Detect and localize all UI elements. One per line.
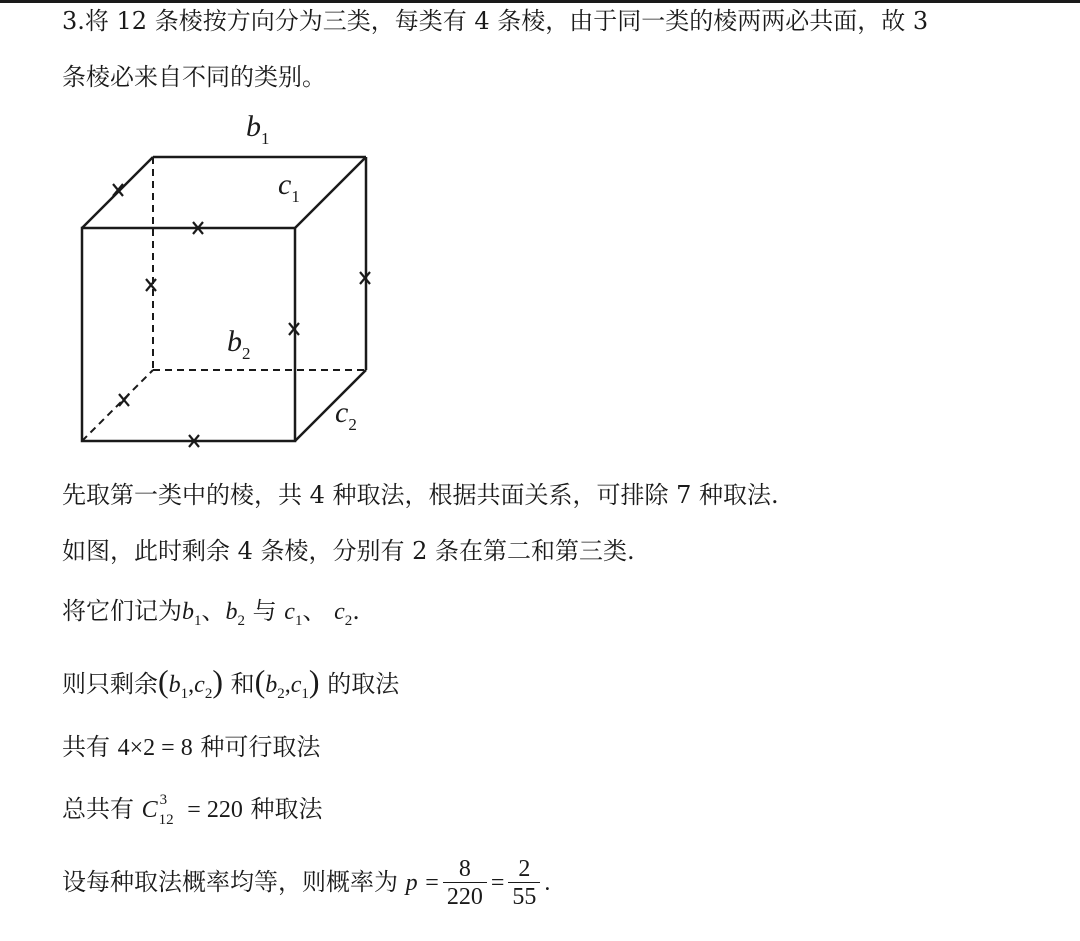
cross-mark bbox=[119, 394, 129, 406]
period: . bbox=[352, 597, 360, 625]
step-7-text bbox=[62, 852, 550, 918]
intro-line-2: 条棱必来自不同的类别。 bbox=[62, 63, 326, 91]
right-paren: ) bbox=[212, 663, 223, 699]
fraction-8-220: $\frac{8}{220}$ bbox=[443, 856, 487, 911]
cube-front-face bbox=[82, 228, 295, 441]
left-paren: ( bbox=[254, 663, 266, 699]
step-6-suffix: 种取法 bbox=[250, 795, 323, 823]
conjunction: 与 bbox=[252, 597, 277, 625]
var-p: p bbox=[405, 870, 418, 896]
cube-edge-top-left bbox=[82, 157, 153, 228]
step-4-mid: 和 bbox=[230, 670, 255, 698]
right-paren: ) bbox=[308, 663, 320, 699]
period: . bbox=[544, 870, 551, 896]
fraction-2-55: $\frac{2}{55}$ bbox=[508, 856, 540, 911]
var-b2: $b_2$ bbox=[225, 599, 245, 629]
separator: 、 bbox=[201, 597, 226, 625]
step-3-text bbox=[62, 594, 360, 632]
step-6-text bbox=[62, 792, 322, 827]
step-5-text bbox=[62, 730, 320, 765]
equals-sign: = bbox=[490, 870, 505, 896]
left-paren: ( bbox=[158, 663, 169, 699]
cross-marks bbox=[113, 184, 370, 447]
step-4-text bbox=[62, 664, 399, 705]
var-c2: $c_2$ bbox=[334, 599, 353, 629]
var-c1: $c_1$ bbox=[284, 599, 303, 629]
step-1-text: 先取第一类中的棱，共 4 种取法，根据共面关系，可排除 7 种取法. bbox=[62, 481, 779, 509]
pair-b1-c2: $b_1,c_2$ bbox=[168, 672, 213, 702]
step-3-prefix: 将它们记为 bbox=[62, 597, 182, 625]
step-7-prefix: 设每种取法概率均等，则概率为 bbox=[62, 868, 398, 896]
combination-symbol: C 3 12 bbox=[141, 792, 174, 828]
cross-mark bbox=[146, 279, 156, 291]
equals-sign: = bbox=[425, 870, 439, 896]
pair-b2-c1: $b_2,c_1$ bbox=[265, 672, 309, 702]
top-border bbox=[0, 0, 1080, 3]
step-4-prefix: 则只剩余 bbox=[62, 670, 158, 698]
var-b1: $b_1$ bbox=[182, 599, 202, 629]
intro-line-1: 3.将 12 条棱按方向分为三类，每类有 4 条棱，由于同一类的棱两两必共面，故 3 bbox=[62, 7, 929, 35]
step-5-prefix: 共有 bbox=[62, 733, 110, 761]
cube-hidden-edge-diagonal bbox=[82, 370, 153, 441]
step-4-suffix: 的取法 bbox=[327, 670, 400, 698]
cube-edge-top-right bbox=[295, 157, 366, 228]
label-b2: $b_2$ bbox=[227, 325, 251, 363]
step-6-equation: = 220 bbox=[187, 797, 243, 823]
label-c1: $c_1$ bbox=[278, 168, 300, 206]
label-c2: $c_2$ bbox=[335, 396, 357, 434]
cube-figure bbox=[70, 100, 390, 460]
step-6-prefix: 总共有 bbox=[62, 795, 134, 823]
step-2-text: 如图，此时剩余 4 条棱，分别有 2 条在第二和第三类. bbox=[62, 537, 635, 565]
step-5-suffix: 种可行取法 bbox=[200, 733, 321, 761]
step-5-expression: 4×2 = 8 bbox=[117, 735, 193, 761]
separator: 、 bbox=[302, 597, 327, 625]
label-b1: $b_1$ bbox=[246, 110, 270, 148]
